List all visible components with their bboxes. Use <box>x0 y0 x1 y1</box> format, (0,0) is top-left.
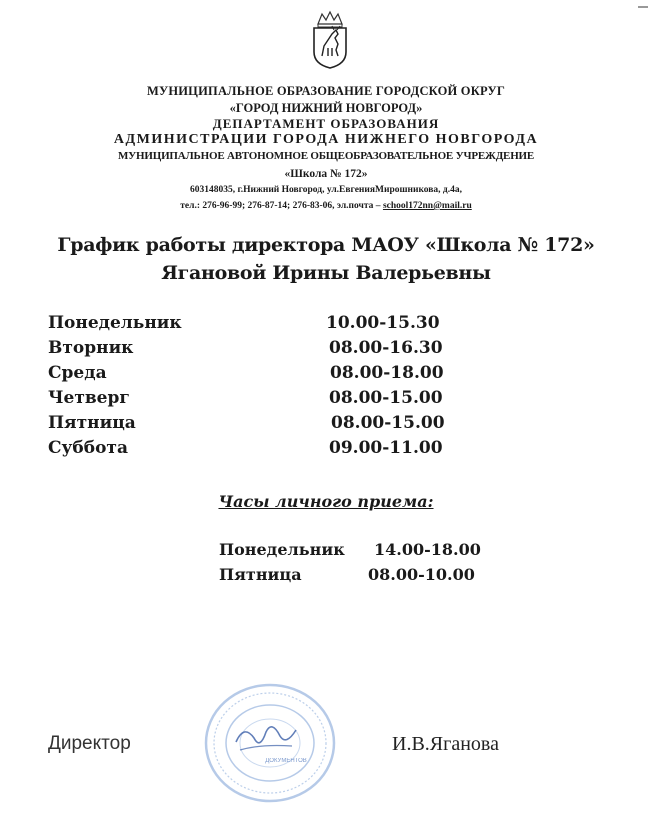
header-contacts <box>0 201 652 211</box>
schedule-day: Пятница <box>48 413 136 433</box>
schedule-row <box>48 388 468 412</box>
schedule-row <box>48 363 468 387</box>
schedule-row <box>48 313 468 337</box>
reception-time: 08.00-10.00 <box>368 565 475 584</box>
document-title: График работы директора МАОУ «Школа № 172» <box>57 234 595 256</box>
schedule-time: 08.00-15.00 <box>329 388 443 408</box>
reception-row <box>219 540 519 564</box>
header-address: 603148035, г.Нижний Новгород, ул.ЕвгенияМирошникова, д.4а, <box>189 185 462 195</box>
header-city: «ГОРОД НИЖНИЙ НОВГОРОД» <box>229 101 423 115</box>
director-name: И.В.Яганова <box>392 733 499 755</box>
schedule-day: Среда <box>48 363 107 383</box>
schedule-row <box>48 338 468 362</box>
email-link[interactable]: school172nn@mail.ru <box>382 201 472 211</box>
header-institution: МУНИЦИПАЛЬНОЕ АВТОНОМНОЕ ОБЩЕОБРАЗОВАТЕЛЬНОЕ УЧРЕЖДЕНИЕ <box>117 150 535 162</box>
header-administration: АДМИНИСТРАЦИИ ГОРОДА НИЖНЕГО НОВГОРОДА <box>113 132 539 147</box>
schedule-time: 09.00-11.00 <box>329 438 443 458</box>
reception-row <box>219 565 519 589</box>
schedule-row <box>48 438 468 462</box>
contacts-phones: тел.: 276-96-99; 276-87-14; 276-83-06, эл.почта – <box>180 201 383 211</box>
schedule-time: 10.00-15.30 <box>326 313 440 333</box>
official-seal-icon <box>200 680 340 806</box>
header-department: ДЕПАРТАМЕНТ ОБРАЗОВАНИЯ <box>212 116 440 131</box>
schedule-day: Четверг <box>48 388 130 408</box>
director-fullname: Ягановой Ирины Валерьевны <box>161 262 491 284</box>
reception-hours-title: Часы личного приема: <box>218 492 434 511</box>
schedule-day: Понедельник <box>48 313 182 333</box>
seal-text: ДОКУМЕНТОВ <box>265 758 307 764</box>
coat-of-arms-icon <box>310 10 350 70</box>
scan-artifact <box>638 6 648 8</box>
schedule-day: Суббота <box>48 438 128 458</box>
reception-time: 14.00-18.00 <box>374 540 481 559</box>
reception-day: Пятница <box>219 565 302 584</box>
schedule-day: Вторник <box>48 338 134 358</box>
header-municipality: МУНИЦИПАЛЬНОЕ ОБРАЗОВАНИЕ ГОРОДСКОЙ ОКРУГ <box>146 84 506 98</box>
schedule-time: 08.00-18.00 <box>330 363 444 383</box>
schedule-time: 08.00-16.30 <box>329 338 443 358</box>
schedule-row <box>48 413 468 437</box>
schedule-time: 08.00-15.00 <box>331 413 445 433</box>
header-school-name: «Школа № 172» <box>284 168 368 180</box>
reception-day: Понедельник <box>219 540 345 559</box>
director-label: Директор <box>48 733 131 754</box>
